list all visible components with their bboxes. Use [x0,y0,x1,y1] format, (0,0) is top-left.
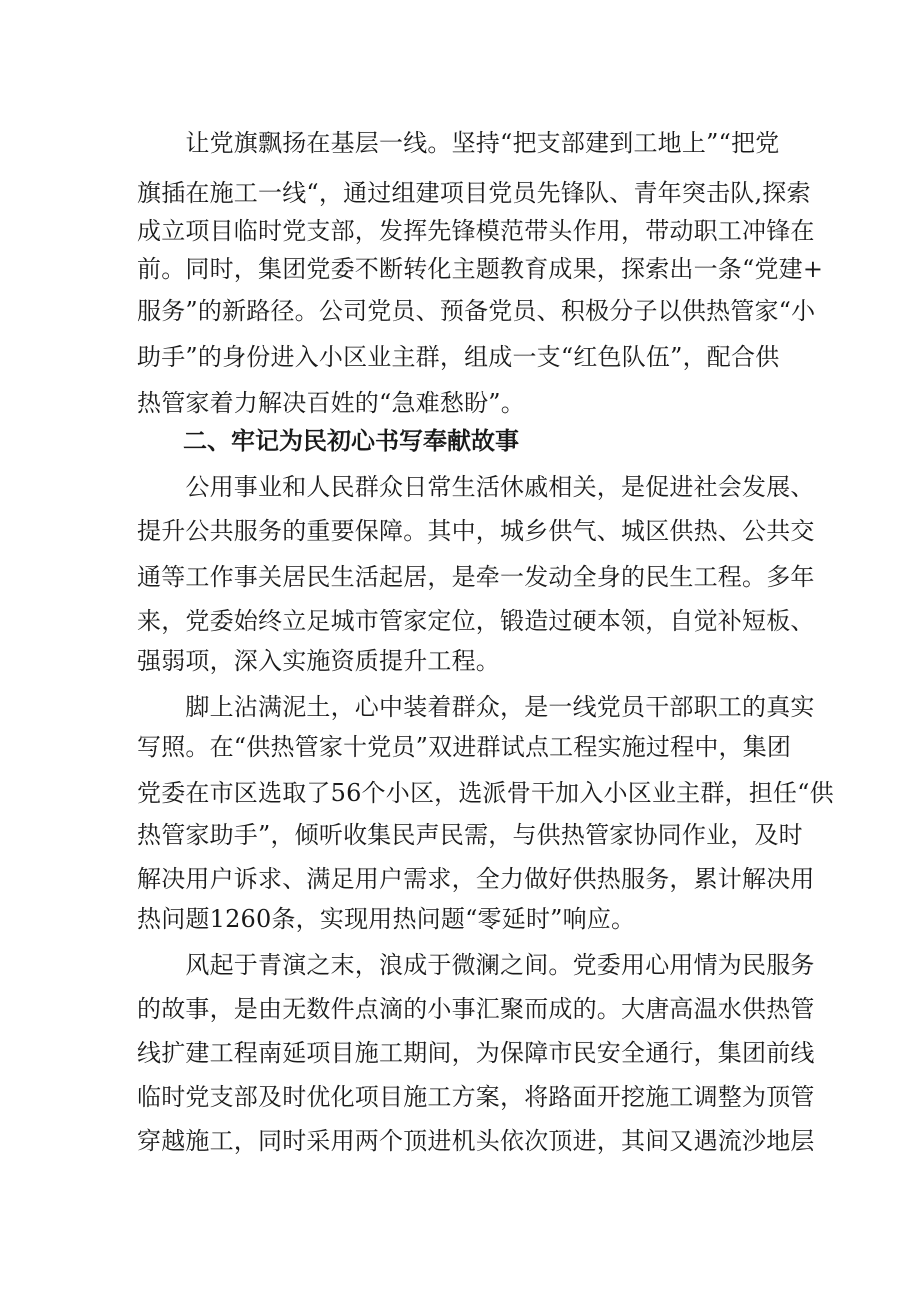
paragraph-4-line: 风起于青演之末，浪成于微澜之间。党委用心用情为民服务 [137,951,815,979]
paragraph-4-line: 的故事，是由无数件点滴的小事汇聚而成的。大唐高温水供热管 [137,995,815,1023]
paragraph-1-line: 旗插在施工一线“，通过组建项目党员先锋队、青年突击队,探索 [137,179,811,207]
paragraph-2-line: 提升公共服务的重要保障。其中，城乡供气、城区供热、公共交 [137,517,815,545]
paragraph-4-line: 穿越施工，同时采用两个顶进机头依次顶进，其间又遇流沙地层 [137,1127,815,1155]
paragraph-2-line: 公用事业和人民群众日常生活休戚相关，是促进社会发展、 [137,473,815,501]
paragraph-1-line: 助手”的身份进入小区业主群，组成一支“红色队伍”，配合供 [137,343,780,371]
paragraph-1-line: 服务”的新路径。公司党员、预备党员、积极分子以供热管家“小 [137,297,816,325]
paragraph-4-line: 临时党支部及时优化项目施工方案，将路面开挖施工调整为顶管 [137,1083,815,1111]
paragraph-1-line: 让党旗飘扬在基层一线。坚持“把支部建到工地上”“把党 [137,129,780,157]
paragraph-1-line: 前。同时，集团党委不断转化主题教育成果，探索出一条“党建+ [137,255,824,283]
paragraph-3-line: 热管家助手”，倾听收集民声民需，与供热管家协同作业，及时 [137,821,803,849]
paragraph-1-line: 成立项目临时党支部，发挥先锋模范带头作用，带动职工冲锋在 [137,217,815,245]
paragraph-3-line: 写照。在“供热管家十党员”双进群试点工程实施过程中，集团 [137,733,792,761]
paragraph-3-line: 解决用户诉求、满足用户需求，全力做好供热服务，累计解决用 [137,865,815,893]
paragraph-1-line: 热管家着力解决百姓的“急难愁盼”。 [137,389,525,417]
paragraph-2-line: 通等工作事关居民生活起居，是牵一发动全身的民生工程。多年 [137,563,815,591]
section-heading: 二、牢记为民初心书写奉献故事 [183,427,519,455]
paragraph-3-line: 脚上沾满泥土，心中装着群众，是一线党员干部职工的真实 [137,693,815,721]
paragraph-4-line: 线扩建工程南延项目施工期间，为保障市民安全通行，集团前线 [137,1039,815,1067]
paragraph-3-line: 热问题1260条，实现用热问题“零延时”响应。 [137,905,636,933]
paragraph-3-line: 党委在市区选取了56个小区，选派骨干加入小区业主群，担任“供 [137,779,834,807]
paragraph-2-line: 强弱项，深入实施资质提升工程。 [137,647,500,675]
paragraph-2-line: 来，党委始终立足城市管家定位，锻造过硬本领，自觉补短板、 [137,607,815,635]
